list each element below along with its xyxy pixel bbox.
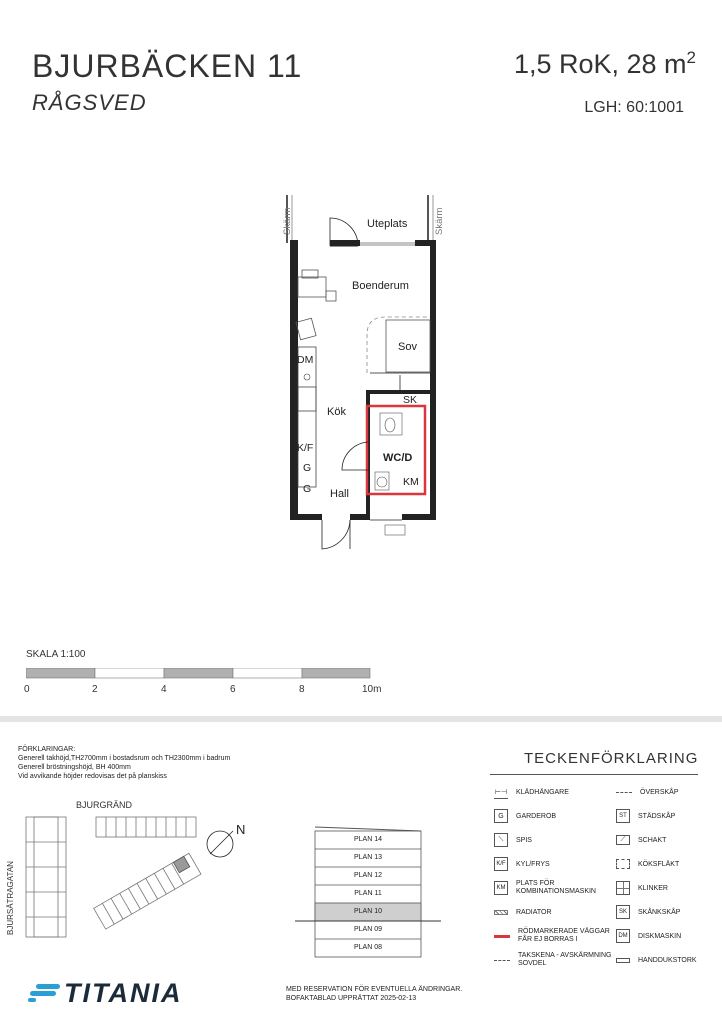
north-label: N (236, 822, 246, 837)
legend-item (494, 900, 614, 924)
rok-text: 1,5 RoK, 28 m (513, 49, 687, 79)
label-sk: SK (403, 394, 418, 406)
label-g2: G (303, 483, 312, 495)
wardrobe-icon: G (494, 809, 508, 823)
legend-item (494, 852, 614, 876)
legend-left-column (494, 780, 614, 972)
legend-right-column (616, 780, 716, 972)
legend-item (494, 948, 614, 972)
room-sov: Sov (398, 341, 417, 353)
fridge-icon: K/F (494, 857, 508, 871)
floor-label-current: PLAN 10 (353, 908, 383, 915)
legend-item (616, 948, 716, 972)
exterior-walls (290, 218, 436, 520)
cleaning-closet-icon: ST (616, 809, 630, 823)
towel-icon (616, 958, 630, 963)
legend-label: ÖVERSKÅP (640, 788, 679, 796)
legend-item (616, 804, 716, 828)
legend-label: HANDDUKSTORK (638, 956, 697, 964)
legend-item (494, 804, 614, 828)
footer-note-line: BOFAKTABLAD UPPRÄTTAT 2025-02-13 (286, 995, 417, 1002)
legend-label: SKÅNKSKÅP (638, 908, 681, 916)
footer-note (286, 985, 462, 1003)
scale-tick-8: 8 (299, 684, 305, 695)
red-wall-icon (494, 935, 510, 938)
room-hall: Hall (330, 488, 349, 500)
legend-label: KÖKSFLÄKT (638, 860, 680, 868)
sideboard-icon: SK (616, 905, 630, 919)
floor-label: PLAN 11 (354, 890, 382, 897)
legend-label: STÄDSKÅP (638, 812, 676, 820)
legend-item (616, 876, 716, 900)
room-kok: Kök (327, 406, 346, 418)
legend-item (616, 828, 716, 852)
floor-plan (270, 185, 450, 555)
legend-label: GARDEROB (516, 812, 557, 820)
scale-tick-4: 4 (161, 684, 167, 695)
legend-item (616, 852, 716, 876)
room-boenderum: Boenderum (352, 280, 409, 292)
label-km: KM (403, 476, 419, 488)
floor-label: PLAN 09 (353, 926, 383, 933)
legend-item (494, 876, 614, 900)
label-dm: DM (297, 354, 314, 366)
legend-label: RADIATOR (516, 908, 552, 916)
floor-label: PLAN 13 (353, 854, 383, 861)
page-title: BJURBÄCKEN 11 (32, 48, 303, 84)
legend-label: RÖDMARKERADE VÄGGAR FÅR EJ BORRAS I (518, 928, 610, 943)
section-divider (0, 716, 722, 722)
area-subtitle: RÅGSVED (32, 90, 147, 115)
floor-label: PLAN 12 (353, 872, 383, 879)
legend-label: SCHAKT (638, 836, 667, 844)
street-left: BJURSÄTRAGATAN (6, 861, 15, 935)
legend-item (494, 828, 614, 852)
legend-label: KYL/FRYS (516, 860, 550, 868)
apartment-number: LGH: 60:1001 (584, 99, 684, 116)
radiator-icon (494, 910, 508, 915)
shaft-icon: ⟋ (616, 835, 630, 845)
legend-label: KLINKER (638, 884, 668, 892)
scale-tick-2: 2 (92, 684, 98, 695)
washer-icon: KM (494, 881, 508, 895)
logo-mark-icon (28, 983, 62, 1003)
notes-heading: FÖRKLARINGAR: (18, 746, 76, 753)
legend-label: TAKSKENA - AVSKÄRMNING SOVDEL (518, 952, 612, 967)
label-kf: K/F (297, 442, 314, 454)
scale-tick-10: 10m (362, 684, 382, 695)
street-top: BJURGRÄND (76, 800, 133, 810)
legend-label: DISKMASKIN (638, 932, 682, 940)
dishwasher-icon: DM (616, 929, 630, 943)
legend-label: KLÄDHÄNGARE (516, 788, 569, 796)
hanger-icon: ⊢⊣ (494, 785, 508, 799)
scale-bar (26, 668, 371, 680)
notes-line: Generell bröstningshöjd, BH 400mm (18, 764, 131, 771)
screen-left-label: Skärm (282, 207, 293, 235)
apartment-size (514, 48, 696, 80)
label-g1: G (303, 462, 312, 474)
notes-line: Generell takhöjd,TH2700mm i bostadsrum och TH2300mm i badrum (18, 755, 231, 762)
legend-label: PLATS FÖR KOMBINATIONSMASKIN (516, 880, 596, 895)
legend-item (616, 780, 716, 804)
legend-item (494, 780, 614, 804)
logo-text: TITANIA (64, 978, 183, 1008)
scale-label: SKALA 1:100 (26, 649, 86, 660)
ceiling-rail-icon (494, 960, 510, 961)
notes-line: Vid avvikande höjder redovisas det på planskiss (18, 773, 167, 780)
floor-label: PLAN 08 (353, 944, 383, 951)
legend-label: SPIS (516, 836, 532, 844)
screen-right (428, 195, 433, 243)
tile-icon (616, 881, 630, 895)
scale-tick-0: 0 (24, 684, 30, 695)
legend-item (494, 924, 614, 948)
wall-cabinet-icon (616, 792, 632, 793)
room-wc: WC/D (383, 452, 413, 464)
floor-stack-labels (315, 831, 421, 957)
floor-label: PLAN 14 (353, 836, 383, 843)
room-uteplats: Uteplats (367, 218, 408, 230)
scale-tick-6: 6 (230, 684, 236, 695)
legend-rule (490, 774, 698, 775)
footer-note-line: MED RESERVATION FÖR EVENTUELLA ÄNDRINGAR. (286, 986, 463, 993)
legend-title: TECKENFÖRKLARING (524, 750, 699, 767)
legend-item (616, 900, 716, 924)
screen-right-label: Skärm (434, 207, 445, 235)
stove-icon: ⟍ (494, 833, 508, 847)
rok-superscript: 2 (686, 48, 696, 67)
notes-block (18, 745, 230, 781)
hood-icon (616, 859, 630, 869)
legend-item (616, 924, 716, 948)
